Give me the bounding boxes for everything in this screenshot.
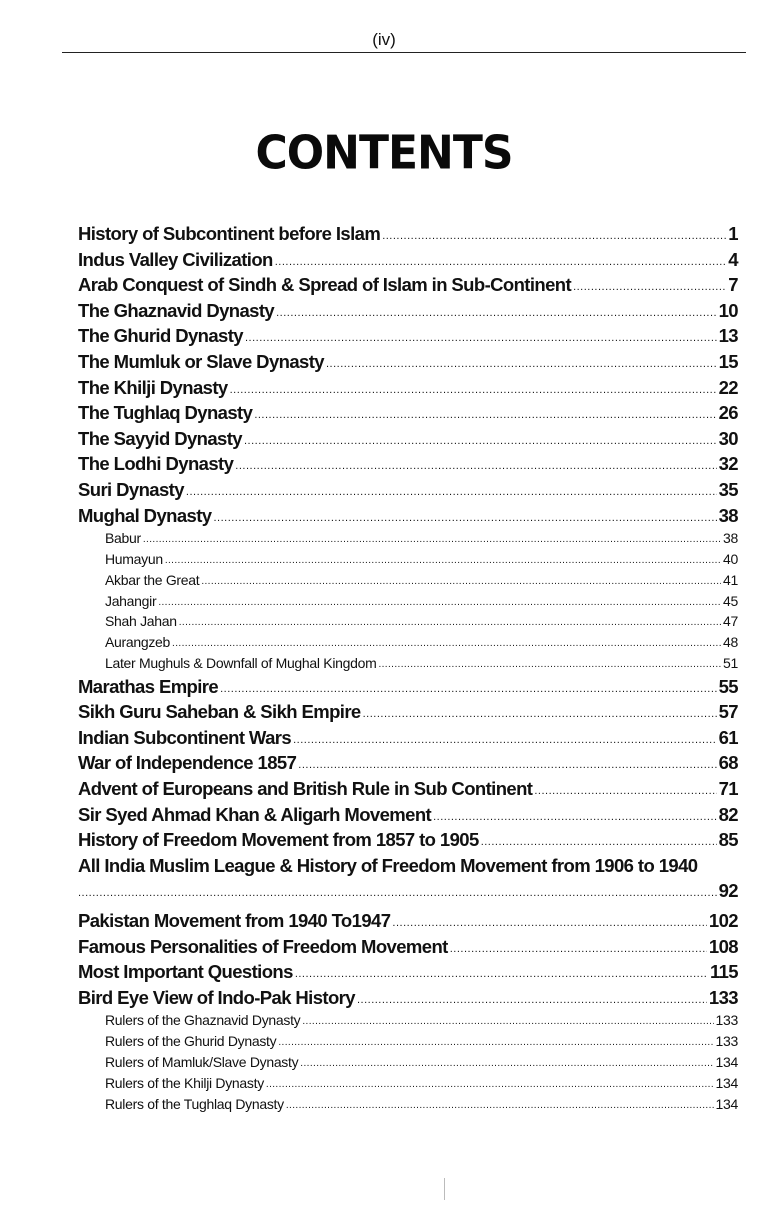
toc-entry[interactable] (78, 910, 738, 936)
scan-mark (444, 1178, 445, 1200)
toc-subentry[interactable] (78, 530, 738, 551)
toc-entry[interactable] (78, 961, 738, 987)
toc-entry-page: 13 (718, 325, 738, 347)
toc-subentry[interactable] (78, 1012, 738, 1033)
toc-entry-page: 40 (723, 550, 738, 567)
dot-leader (245, 324, 717, 346)
toc-entry-page: 1 (728, 223, 738, 244)
header-rule (62, 52, 746, 53)
toc-entry[interactable] (78, 701, 738, 727)
toc-entry-page: 15 (718, 350, 738, 372)
toc-entry-title: Indian Subcontinent Wars (78, 726, 292, 748)
toc-entry[interactable] (78, 479, 738, 505)
dot-leader (357, 986, 707, 1008)
toc-entry-title: History of Freedom Movement from 1857 to 1905 (78, 829, 479, 851)
toc-entry-title: Later Mughuls & Downfall of Mughal Kingdom (105, 654, 377, 671)
toc-wrapped-entry[interactable] (78, 855, 738, 906)
toc-entry-title: Sikh Guru Saheban & Sikh Empire (78, 701, 361, 723)
toc-entry-title: Rulers of Mamluk/Slave Dynasty (105, 1054, 299, 1071)
dot-leader (158, 592, 721, 608)
page-title: CONTENTS (255, 126, 513, 181)
toc-entry[interactable] (78, 351, 738, 377)
toc-entry-title: History of Subcontinent before Islam (78, 223, 381, 244)
toc-entry[interactable] (78, 428, 738, 454)
toc-entry-title: Advent of Europeans and British Rule in Sub Continent (78, 778, 533, 800)
toc-entry-page: 92 (718, 880, 738, 902)
toc-subentry[interactable] (78, 572, 738, 593)
toc-entry-page: 134 (715, 1095, 738, 1112)
dot-leader (213, 504, 716, 526)
toc-entry[interactable] (78, 402, 738, 428)
dot-leader (295, 960, 708, 982)
toc-entry-title: The Ghurid Dynasty (78, 325, 243, 347)
toc-entry-title: Rulers of the Khilji Dynasty (105, 1074, 264, 1091)
toc-entry-page: 134 (715, 1054, 738, 1071)
dot-leader (254, 401, 716, 423)
toc-entry-title: Rulers of the Tughlaq Dynasty (105, 1095, 284, 1112)
dot-leader (266, 1074, 714, 1090)
toc-entry-page: 108 (708, 935, 738, 957)
toc-entry-page: 51 (723, 654, 738, 671)
toc-subentry[interactable] (78, 1054, 738, 1075)
toc-entry-title: Aurangzeb (105, 634, 171, 651)
toc-entry-title: The Khilji Dynasty (78, 376, 228, 398)
dot-leader (244, 427, 717, 449)
dot-leader (286, 1095, 714, 1111)
toc-entry-page: 47 (723, 613, 738, 630)
toc-entry-page: 35 (718, 478, 738, 500)
toc-entry[interactable] (78, 223, 738, 249)
toc-entry[interactable] (78, 804, 738, 830)
toc-entry-title: Rulers of the Ghaznavid Dynasty (105, 1012, 301, 1029)
toc-entry-title: Indus Valley Civilization (78, 248, 273, 270)
dot-leader (298, 751, 716, 773)
toc-entry[interactable] (78, 453, 738, 479)
toc-entry[interactable] (78, 300, 738, 326)
toc-entry-page: 38 (718, 504, 738, 526)
toc-entry[interactable] (78, 325, 738, 351)
table-of-contents (78, 223, 738, 1116)
toc-entry-title: Akbar the Great (105, 571, 200, 588)
toc-entry-page: 30 (718, 427, 738, 449)
toc-entry-page: 82 (718, 803, 738, 825)
toc-group-a (78, 223, 738, 855)
toc-subentry[interactable] (78, 634, 738, 655)
toc-entry-page: 134 (715, 1074, 738, 1091)
toc-entry-title: The Lodhi Dynasty (78, 453, 234, 475)
toc-entry[interactable] (78, 778, 738, 804)
dot-leader (378, 654, 721, 670)
toc-entry[interactable] (78, 274, 738, 300)
toc-entry[interactable] (78, 249, 738, 275)
dot-leader (363, 700, 717, 722)
toc-entry[interactable] (78, 377, 738, 403)
dot-leader (186, 478, 717, 500)
toc-entry-title: Sir Syed Ahmad Khan & Aligarh Movement (78, 803, 432, 825)
toc-subentry[interactable] (78, 551, 738, 572)
dot-leader (382, 222, 726, 244)
toc-entry-page: 68 (718, 752, 738, 774)
toc-entry-page: 38 (723, 530, 738, 547)
toc-entry-page: 85 (718, 829, 738, 851)
toc-entry[interactable] (78, 987, 738, 1013)
toc-entry-page: 115 (709, 961, 738, 983)
toc-entry-title: Humayun (105, 550, 163, 567)
dot-leader (179, 612, 721, 628)
toc-entry-title: Babur (105, 530, 141, 547)
toc-entry-page: 133 (708, 986, 738, 1008)
toc-entry-title: Arab Conquest of Sindh & Spread of Islam in Sub-Continent (78, 274, 572, 296)
toc-entry-page: 45 (723, 592, 738, 609)
toc-entry-title: The Tughlaq Dynasty (78, 402, 253, 424)
toc-entry-title: Bird Eye View of Indo-Pak History (78, 986, 355, 1008)
toc-entry[interactable] (78, 676, 738, 702)
toc-entry-page: 22 (718, 376, 738, 398)
toc-entry-page: 10 (718, 299, 738, 321)
dot-leader (302, 1011, 713, 1027)
toc-entry[interactable] (78, 727, 738, 753)
dot-leader (481, 828, 717, 850)
dot-leader (534, 777, 716, 799)
toc-entry-page: 7 (728, 274, 738, 296)
toc-group-b (78, 910, 738, 1116)
dot-leader (165, 550, 721, 566)
toc-entry-title: The Sayyid Dynasty (78, 427, 242, 449)
toc-entry-title: Rulers of the Ghurid Dynasty (105, 1033, 277, 1050)
toc-entry-page: 41 (723, 571, 738, 588)
toc-entry-title: Suri Dynasty (78, 478, 184, 500)
toc-entry-page: 48 (723, 634, 738, 651)
dot-leader (201, 571, 721, 587)
toc-entry-page: 71 (718, 778, 738, 800)
dot-leader (293, 726, 717, 748)
toc-entry-title: Jahangir (105, 592, 157, 609)
toc-entry-title: The Ghaznavid Dynasty (78, 299, 275, 321)
dot-leader (172, 633, 721, 649)
toc-subentry[interactable] (78, 655, 738, 676)
dot-leader (573, 273, 726, 295)
dot-leader (450, 935, 707, 957)
toc-subentry[interactable] (78, 1075, 738, 1096)
toc-entry-page: 55 (718, 675, 738, 697)
dot-leader (275, 248, 727, 270)
dot-leader (143, 529, 721, 545)
dot-leader (276, 299, 717, 321)
toc-subentry[interactable] (78, 613, 738, 634)
dot-leader (300, 1053, 713, 1069)
toc-entry[interactable] (78, 505, 738, 531)
toc-entry-page: 133 (715, 1033, 738, 1050)
toc-entry-title: Most Important Questions (78, 961, 293, 983)
toc-entry-page: 32 (718, 453, 738, 475)
toc-entry-title: War of Independence 1857 (78, 752, 297, 774)
toc-entry[interactable] (78, 752, 738, 778)
dot-leader (278, 1032, 713, 1048)
toc-entry-page: 102 (708, 910, 738, 932)
toc-entry-page: 57 (718, 701, 738, 723)
toc-entry-page: 61 (718, 726, 738, 748)
toc-entry-title: The Mumluk or Slave Dynasty (78, 350, 324, 372)
dot-leader (230, 376, 717, 398)
toc-entry-page: 26 (718, 402, 738, 424)
dot-leader (326, 350, 717, 372)
dot-leader (78, 879, 717, 901)
dot-leader (433, 803, 717, 825)
toc-entry-continuation (78, 880, 738, 906)
toc-entry-title: Shah Jahan (105, 613, 177, 630)
page-number: (iv) (372, 30, 396, 49)
toc-entry-title: Pakistan Movement from 1940 To1947 (78, 910, 391, 932)
toc-entry[interactable] (78, 936, 738, 962)
toc-subentry[interactable] (78, 1033, 738, 1054)
toc-entry[interactable] (78, 829, 738, 855)
toc-entry-title: Mughal Dynasty (78, 504, 212, 526)
toc-subentry[interactable] (78, 593, 738, 614)
toc-subentry[interactable] (78, 1096, 738, 1117)
dot-leader (220, 675, 717, 697)
toc-entry-title: Famous Personalities of Freedom Movement (78, 935, 448, 957)
toc-entry-page: 4 (728, 248, 738, 270)
toc-entry-title: Marathas Empire (78, 675, 219, 697)
dot-leader (392, 909, 707, 931)
toc-entry-page: 133 (715, 1012, 738, 1029)
dot-leader (235, 452, 716, 474)
toc-entry-title: All India Muslim League & History of Freedom Movement from 1906 to 1940 (78, 854, 698, 876)
